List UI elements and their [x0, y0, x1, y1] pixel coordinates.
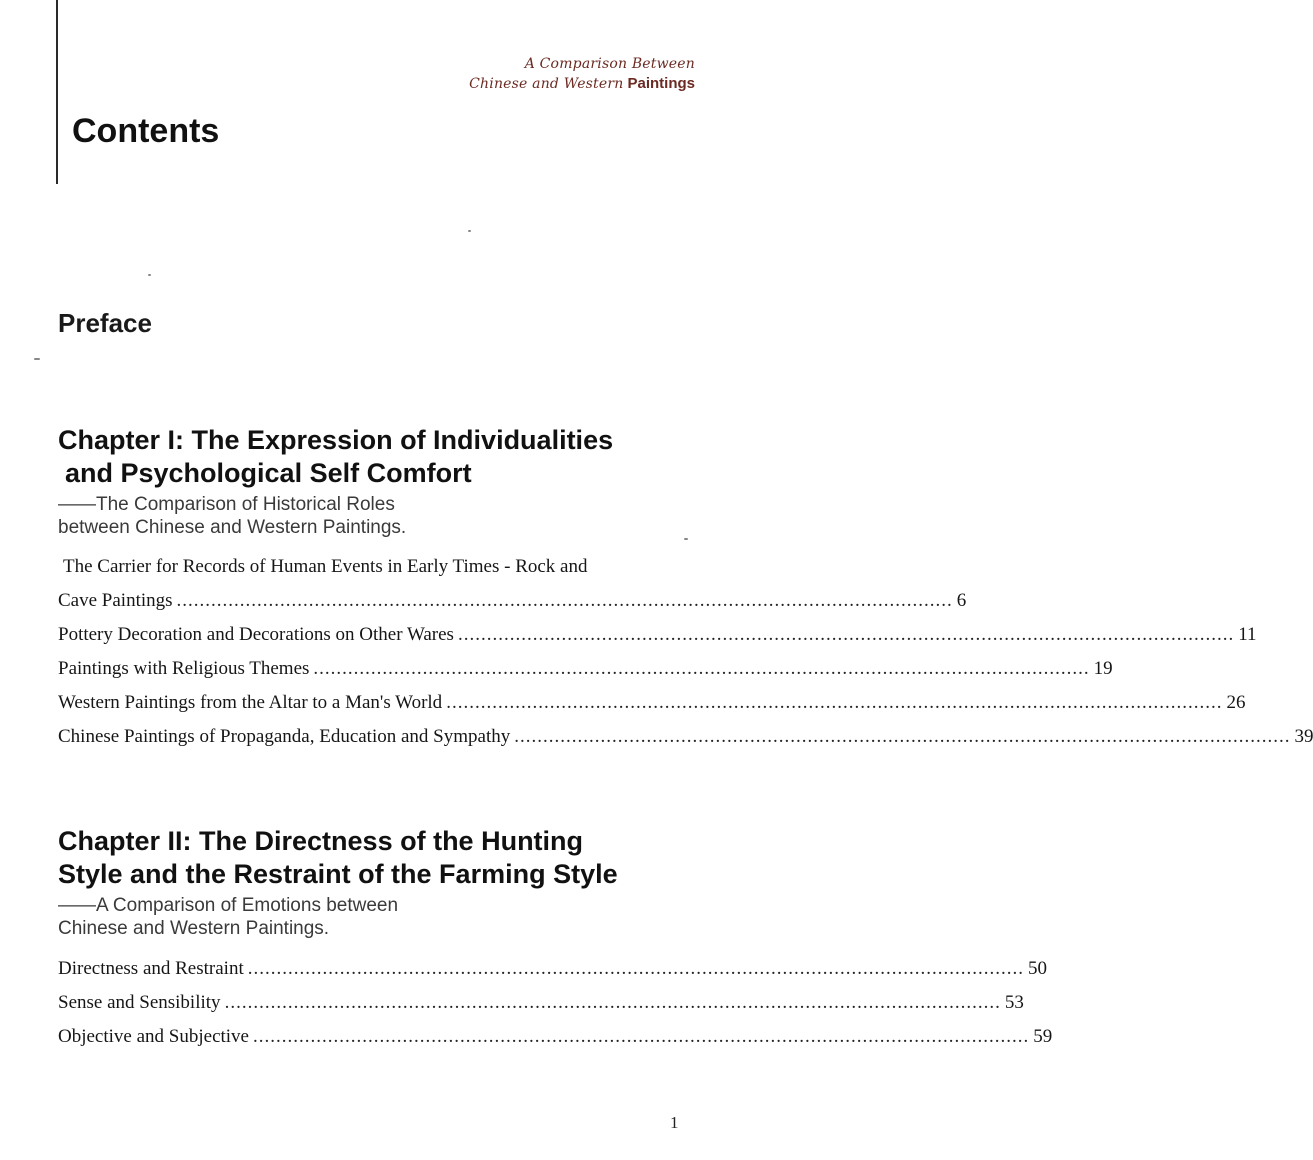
toc-entry-page: 50	[1027, 958, 1047, 979]
chapter-2-entries	[58, 952, 1053, 1054]
chapter-2-title-line2: Style and the Restraint of the Farming Style	[58, 859, 618, 889]
series-title-bold: Paintings	[627, 75, 695, 92]
toc-preface: Preface	[58, 308, 152, 338]
toc-entry-title: Directness and Restraint	[58, 958, 244, 979]
page-number: 1	[670, 1113, 679, 1132]
series-title-line2	[469, 74, 695, 94]
toc-leader-dots: .......................................................................................................................................	[457, 624, 1235, 645]
toc-entry-page: 59	[1033, 1026, 1053, 1047]
toc-entry-page: 26	[1226, 692, 1246, 713]
chapter-1-subtitle	[58, 493, 692, 539]
toc-entry-page: 6	[956, 590, 967, 611]
chapter-1	[58, 424, 1313, 754]
chapter-1-title-line2: and Psychological Self Comfort	[65, 458, 472, 488]
chapter-2-title	[58, 825, 686, 891]
toc-entry-title-line1: The Carrier for Records of Human Events in Early Times - Rock and	[63, 556, 588, 577]
toc-entry[interactable]	[58, 618, 1257, 652]
series-title-script: Chinese and Western	[469, 76, 624, 92]
toc-leader-dots: .......................................................................................................................................	[313, 658, 1090, 679]
toc-entry-page: 19	[1093, 658, 1113, 679]
chapter-2-title-line1: Chapter II: The Directness of the Hunting	[58, 826, 584, 856]
toc-leader-dots: .......................................................................................................................................	[224, 992, 1001, 1013]
toc-entry[interactable]	[58, 652, 1113, 686]
toc-leader-dots: .......................................................................................................................................	[446, 692, 1223, 713]
chapter-1-subtitle-line2: between Chinese and Western Paintings.	[58, 517, 407, 538]
series-title-line1: A Comparison Between	[524, 56, 695, 72]
toc-leader-dots: .......................................................................................................................................	[247, 958, 1024, 979]
toc-entry[interactable]	[58, 686, 1246, 720]
toc-entry[interactable]	[58, 550, 967, 618]
chapter-1-title-line1: Chapter I: The Expression of Individualities	[58, 425, 614, 455]
chapter-1-entries	[58, 550, 1313, 754]
running-header	[469, 54, 695, 94]
chapter-2-subtitle	[58, 894, 686, 940]
page-title: Contents	[72, 112, 220, 150]
toc-leader-dots: .......................................................................................................................................	[176, 590, 953, 611]
toc-entry-line2	[58, 584, 967, 618]
scan-speck	[148, 274, 151, 276]
toc-leader-dots: .......................................................................................................................................	[253, 1026, 1030, 1047]
toc-entry-page: 39	[1294, 726, 1313, 747]
chapter-1-title	[58, 424, 692, 490]
scan-speck	[684, 538, 688, 540]
toc-entry-title: Pottery Decoration and Decorations on Other Wares	[58, 624, 454, 645]
toc-entry-title: Sense and Sensibility	[58, 992, 221, 1013]
toc-entry-page: 53	[1004, 992, 1024, 1013]
toc-leader-dots: .......................................................................................................................................	[514, 726, 1291, 747]
toc-entry[interactable]	[58, 1020, 1053, 1054]
toc-entry[interactable]	[58, 720, 1313, 754]
chapter-2-subtitle-line2: Chinese and Western Paintings.	[58, 918, 330, 939]
chapter-2	[58, 825, 1053, 1054]
toc-entry-title: Chinese Paintings of Propaganda, Education and Sympathy	[58, 726, 511, 747]
toc-entry-title: Objective and Subjective	[58, 1026, 249, 1047]
toc-entry[interactable]	[58, 986, 1024, 1020]
chapter-2-subtitle-line1: ——A Comparison of Emotions between	[58, 895, 399, 916]
chapter-1-subtitle-line1: ——The Comparison of Historical Roles	[58, 494, 395, 515]
toc-entry-title: Cave Paintings	[58, 590, 173, 611]
scan-speck	[34, 358, 40, 360]
toc-entry[interactable]	[58, 952, 1047, 986]
toc-entry-page: 11	[1238, 624, 1257, 645]
toc-entry-title: Western Paintings from the Altar to a Man's World	[58, 692, 443, 713]
scan-speck	[468, 230, 471, 232]
margin-rule	[56, 0, 58, 184]
toc-entry-title: Paintings with Religious Themes	[58, 658, 310, 679]
